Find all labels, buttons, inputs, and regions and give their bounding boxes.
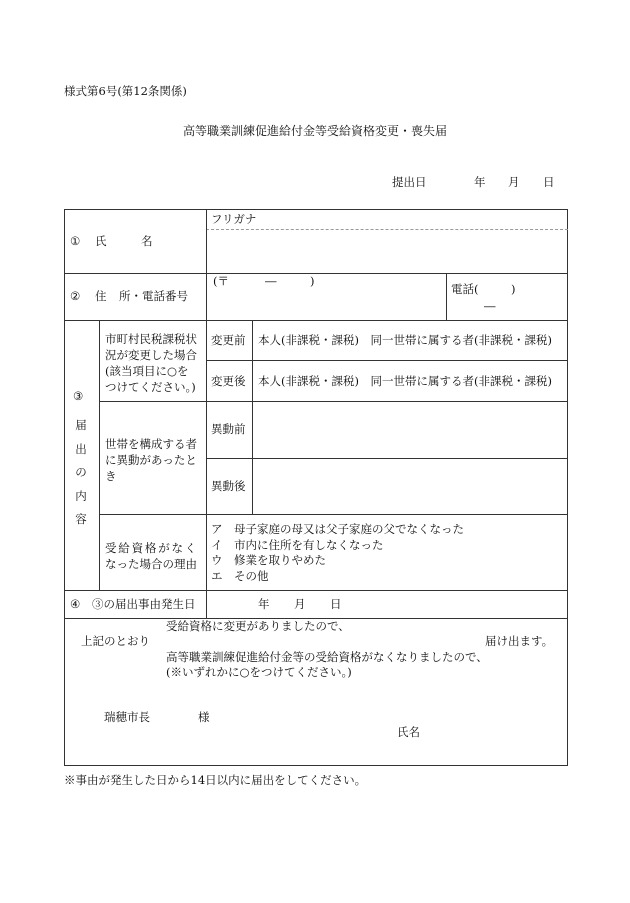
household-before-label: 異動前 xyxy=(211,422,246,436)
row1-label-a: 氏 xyxy=(95,234,107,248)
form-title: 高等職業訓練促進給付金等受給資格変更・喪失届 xyxy=(182,124,447,138)
row-divider xyxy=(64,590,568,591)
addressee-honorific: 様 xyxy=(198,710,210,724)
row2-number: ② xyxy=(70,289,81,303)
declaration-tail: 届け出ます。 xyxy=(485,634,554,648)
loss-option[interactable]: ア 母子家庭の母又は父子家庭の父でなくなった xyxy=(211,522,464,536)
address-field[interactable] xyxy=(207,290,445,319)
furigana-dashed-line xyxy=(206,229,568,230)
household-before-field[interactable] xyxy=(253,402,567,457)
applicant-name-label: 氏名 xyxy=(397,725,420,739)
row-divider xyxy=(206,360,568,361)
footnote: ※事由が発生した日から14日以内に届出をしてください。 xyxy=(64,773,367,787)
row4-number: ④ xyxy=(70,597,81,611)
tax-after-label: 変更後 xyxy=(211,374,246,388)
tax-after-options[interactable]: 本人(非課税・課税) 同一世帯に属する者(非課税・課税) xyxy=(258,374,552,388)
row1-number: ① xyxy=(70,234,81,248)
name-field[interactable] xyxy=(207,231,567,272)
declaration-note: (※いずれかに○をつけてください。) xyxy=(166,665,352,679)
submission-year: 年 xyxy=(474,175,486,189)
row4-label: ③の届出事由発生日 xyxy=(92,597,196,611)
row-divider xyxy=(99,514,568,515)
col-divider xyxy=(446,273,447,320)
loss-reason-label: 受給資格がなく なった場合の理由 xyxy=(105,541,199,571)
phone-close: ) xyxy=(511,282,516,296)
form-number: 様式第6号(第12条関係) xyxy=(64,84,187,98)
row3-vertical-label: 届 出 の 内 容 xyxy=(75,418,87,526)
loss-option[interactable]: イ 市内に住所を有しなくなった xyxy=(211,537,384,552)
postal-dash: ― xyxy=(265,274,277,288)
submission-date-label: 提出日 xyxy=(392,175,427,189)
household-after-label: 異動後 xyxy=(211,479,246,493)
row-divider xyxy=(64,273,568,274)
household-change-label: 世帯を構成する者 に異動があったと き xyxy=(105,437,197,483)
submission-day: 日 xyxy=(543,175,555,189)
household-after-field[interactable] xyxy=(253,459,567,513)
row3-number: ③ xyxy=(73,389,84,403)
postal-mark: (〒 xyxy=(213,274,229,288)
applicant-name-field[interactable] xyxy=(430,722,566,744)
declaration-lead: 上記のとおり xyxy=(81,634,150,648)
tax-before-label: 変更前 xyxy=(211,333,246,347)
occurrence-year: 年 xyxy=(258,597,270,611)
submission-month: 月 xyxy=(508,175,520,189)
tax-before-options[interactable]: 本人(非課税・課税) 同一世帯に属する者(非課税・課税) xyxy=(258,333,552,347)
tax-change-label: 市町村民税課税状 況が変更した場合 (該当項目に○を つけてください。) xyxy=(105,332,197,394)
addressee: 瑞穂市長 xyxy=(104,710,150,724)
phone-dash: ― xyxy=(484,299,496,313)
loss-reason-options xyxy=(211,522,464,584)
row1-label-b: 名 xyxy=(141,234,153,248)
loss-option[interactable]: ウ 修業を取りやめた xyxy=(211,553,326,567)
declaration-line1[interactable]: 受給資格に変更がありましたので、 xyxy=(166,619,350,633)
postal-close: ) xyxy=(310,274,315,288)
loss-option[interactable]: エ その他 xyxy=(211,568,269,583)
occurrence-day: 日 xyxy=(330,597,342,611)
row-divider xyxy=(64,320,568,321)
furigana-label: フリガナ xyxy=(211,212,257,226)
row2-label-b: 所・電話番号 xyxy=(119,289,188,303)
row2-label-a: 住 xyxy=(95,289,107,303)
phone-label: 電話( xyxy=(451,282,479,296)
occurrence-month: 月 xyxy=(294,597,306,611)
col-divider xyxy=(99,320,100,590)
declaration-line2[interactable]: 高等職業訓練促進給付金等の受給資格がなくなりましたので、 xyxy=(166,650,488,664)
